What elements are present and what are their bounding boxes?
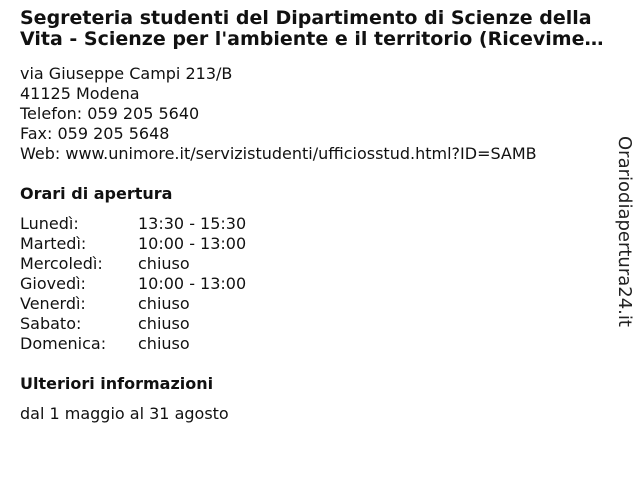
day-label: Venerdì:	[20, 294, 86, 313]
day-hours: chiuso	[138, 254, 190, 273]
page-title	[20, 8, 620, 50]
day-label: Sabato:	[20, 314, 82, 333]
opening-hours-table	[20, 214, 246, 354]
opening-hours-heading: Orari di apertura	[20, 184, 173, 203]
hours-row-friday	[20, 294, 246, 314]
day-hours: chiuso	[138, 294, 190, 313]
page-title-line-1: Segreteria studenti del Dipartimento di Scienze della	[20, 8, 592, 29]
hours-row-wednesday	[20, 254, 246, 274]
street-address: via Giuseppe Campi 213/B	[20, 64, 233, 83]
website-link[interactable]: Web: www.unimore.it/servizistudenti/ufficiosstud.html?ID=SAMB	[20, 144, 537, 163]
day-label: Giovedì:	[20, 274, 86, 293]
day-label: Domenica:	[20, 334, 107, 353]
hours-row-saturday	[20, 314, 246, 334]
more-info-text: dal 1 maggio al 31 agosto	[20, 404, 229, 423]
more-info-heading: Ulteriori informazioni	[20, 374, 214, 393]
day-label: Martedì:	[20, 234, 87, 253]
day-hours: 10:00 - 13:00	[138, 274, 247, 293]
hours-row-thursday	[20, 274, 246, 294]
hours-row-sunday	[20, 334, 246, 354]
phone-number: Telefon: 059 205 5640	[20, 104, 200, 123]
day-label: Lunedì:	[20, 214, 79, 233]
address-block	[20, 64, 537, 164]
fax-number: Fax: 059 205 5648	[20, 124, 170, 143]
day-label: Mercoledì:	[20, 254, 103, 273]
day-hours: 10:00 - 13:00	[138, 234, 247, 253]
day-hours: 13:30 - 15:30	[138, 214, 247, 233]
hours-row-monday	[20, 214, 246, 234]
day-hours: chiuso	[138, 334, 190, 353]
day-hours: chiuso	[138, 314, 190, 333]
postal-city: 41125 Modena	[20, 84, 140, 103]
brand-watermark: Orariodiapertura24.it	[614, 136, 635, 327]
hours-row-tuesday	[20, 234, 246, 254]
page-title-line-2: Vita - Scienze per l'ambiente e il territorio (Ricevime…	[20, 29, 604, 50]
